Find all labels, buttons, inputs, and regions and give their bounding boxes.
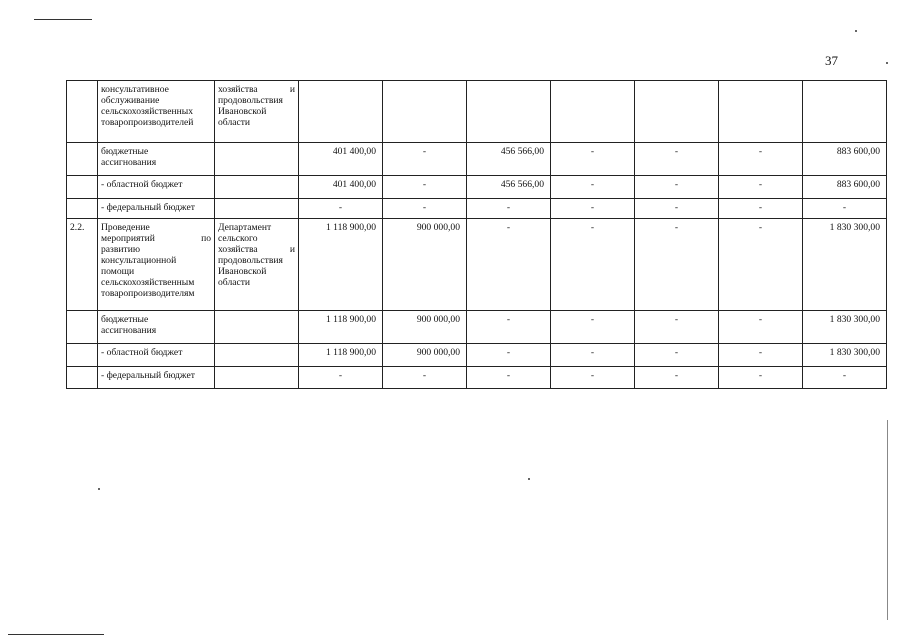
cell-value: - (719, 344, 803, 367)
cell-organization (215, 81, 299, 143)
cell-organization (215, 199, 299, 219)
cell-value: - (551, 199, 635, 219)
name-line: помощи (101, 266, 135, 277)
name-line: - областной бюджет (101, 347, 183, 358)
cell-name (98, 219, 215, 311)
cell-value: - (635, 219, 719, 311)
cell-value: - (803, 367, 887, 389)
cell-value: 456 566,00 (467, 176, 551, 199)
cell-organization (215, 344, 299, 367)
cell-value: - (635, 176, 719, 199)
table-body (67, 81, 887, 389)
cell-value: 883 600,00 (803, 176, 887, 199)
cell-value: - (635, 311, 719, 344)
cell-value: 883 600,00 (803, 143, 887, 176)
cell-number (67, 81, 98, 143)
cell-value: 900 000,00 (383, 344, 467, 367)
cell-value: - (467, 199, 551, 219)
budget-table (66, 80, 887, 389)
table-row (67, 81, 887, 143)
org-line: области (218, 117, 251, 128)
cell-name (98, 143, 215, 176)
cell-value: - (467, 367, 551, 389)
cell-name (98, 199, 215, 219)
name-line: сельскохозяйственных (101, 106, 194, 117)
cell-name (98, 311, 215, 344)
table-row (67, 143, 887, 176)
cell-value: - (383, 176, 467, 199)
cell-value: - (635, 344, 719, 367)
cell-organization (215, 219, 299, 311)
cell-value: - (803, 199, 887, 219)
cell-value: - (551, 311, 635, 344)
cell-organization (215, 311, 299, 344)
name-line: консультативное (101, 84, 169, 95)
cell-value: - (467, 311, 551, 344)
name-line: ассигнования (101, 157, 157, 168)
cell-value: 1 118 900,00 (299, 344, 383, 367)
cell-value: 456 566,00 (467, 143, 551, 176)
cell-value: - (383, 143, 467, 176)
cell-number: 2.2. (67, 219, 98, 311)
cell-number (67, 367, 98, 389)
scan-speck (855, 30, 857, 32)
name-line: - областной бюджет (101, 179, 183, 190)
cell-value: - (551, 219, 635, 311)
org-line: сельского (218, 233, 258, 244)
scan-mark-right (887, 420, 888, 620)
page-number: 37 (825, 53, 838, 68)
name-line: сельскохозяйственным (101, 277, 195, 288)
cell-value (383, 81, 467, 143)
cell-number (67, 311, 98, 344)
cell-value: 1 118 900,00 (299, 219, 383, 311)
cell-value: - (383, 367, 467, 389)
cell-organization (215, 176, 299, 199)
cell-value: - (467, 344, 551, 367)
scan-mark-top (34, 19, 92, 20)
name-line: - федеральный бюджет (101, 370, 195, 381)
name-line: - федеральный бюджет (101, 202, 195, 213)
cell-value: - (719, 367, 803, 389)
name-line: развитию (101, 244, 141, 255)
cell-number (67, 176, 98, 199)
cell-value (551, 81, 635, 143)
table-row (67, 176, 887, 199)
cell-value: - (551, 143, 635, 176)
cell-name (98, 81, 215, 143)
cell-value: - (551, 344, 635, 367)
table-row (67, 344, 887, 367)
org-line: продовольствия (218, 95, 283, 106)
cell-value: 1 830 300,00 (803, 311, 887, 344)
cell-name (98, 344, 215, 367)
cell-number (67, 143, 98, 176)
cell-value: - (383, 199, 467, 219)
cell-name (98, 176, 215, 199)
org-line: Департамент (218, 222, 272, 233)
name-line: ассигнования (101, 325, 157, 336)
cell-value (803, 81, 887, 143)
cell-value: 1 830 300,00 (803, 344, 887, 367)
org-line: Ивановской (218, 106, 267, 117)
cell-value: - (719, 311, 803, 344)
table-row (67, 199, 887, 219)
cell-value: - (299, 199, 383, 219)
table-row (67, 311, 887, 344)
cell-value (635, 81, 719, 143)
cell-value: - (635, 143, 719, 176)
table-row (67, 219, 887, 311)
name-line: мероприятий по (101, 233, 211, 244)
cell-organization (215, 143, 299, 176)
cell-value: 1 830 300,00 (803, 219, 887, 311)
cell-value: - (551, 176, 635, 199)
name-line: консультационной (101, 255, 177, 266)
org-line: области (218, 277, 251, 288)
name-line: бюджетные (101, 314, 149, 325)
table-row (67, 367, 887, 389)
cell-number (67, 344, 98, 367)
cell-value: - (299, 367, 383, 389)
scan-speck (98, 488, 100, 490)
cell-value (467, 81, 551, 143)
scan-speck (528, 478, 530, 480)
cell-value: 900 000,00 (383, 219, 467, 311)
cell-value: - (719, 199, 803, 219)
scan-mark-bottom (8, 634, 104, 635)
cell-value: 1 118 900,00 (299, 311, 383, 344)
name-line: бюджетные (101, 146, 149, 157)
cell-value (299, 81, 383, 143)
cell-value: - (635, 199, 719, 219)
cell-value: - (719, 143, 803, 176)
scan-speck (886, 62, 888, 64)
cell-value: - (551, 367, 635, 389)
name-line: товаропроизводителей (101, 117, 194, 128)
cell-value: 900 000,00 (383, 311, 467, 344)
cell-value (719, 81, 803, 143)
org-line: продовольствия (218, 255, 283, 266)
name-line: обслуживание (101, 95, 160, 106)
name-line: Проведение (101, 222, 150, 233)
cell-value: - (719, 219, 803, 311)
org-line: хозяйства и (218, 244, 295, 255)
cell-name (98, 367, 215, 389)
cell-value: - (467, 219, 551, 311)
cell-number (67, 199, 98, 219)
cell-value: - (719, 176, 803, 199)
cell-value: - (635, 367, 719, 389)
cell-value: 401 400,00 (299, 143, 383, 176)
org-line: Ивановской (218, 266, 267, 277)
org-line: хозяйства и (218, 84, 295, 95)
name-line: товаропроизводителям (101, 288, 195, 299)
cell-organization (215, 367, 299, 389)
cell-value: 401 400,00 (299, 176, 383, 199)
